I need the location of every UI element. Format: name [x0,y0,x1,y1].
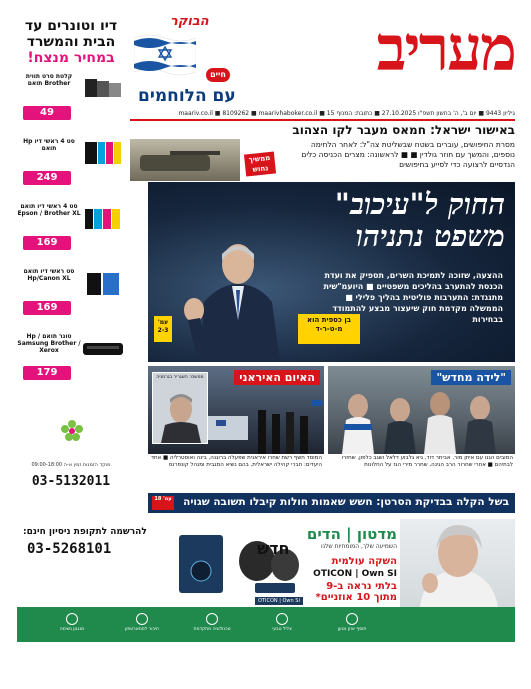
ad-brand[interactable]: מדטון | הדים [306,525,397,543]
ear-icon [346,613,358,625]
product-title: טונר תואם Hp / Samsung Brother / Xerox [17,333,81,354]
ad-claim-line: בלתי נראה ב-9 מתוך 10 אוזניים* [315,581,397,603]
product-price: 169 [23,236,71,250]
strip-headline[interactable]: בשל הקלה בבדיקת הסרטן: חשש שאמות חולות קיבלו תשובה שגויה [183,496,509,508]
ad-headline [17,18,125,66]
main-headline-line-1: החוק ל"עיכוב" [334,187,505,221]
feature-item [327,613,377,632]
product-tile[interactable] [17,199,125,261]
sound-icon [276,613,288,625]
product-tile[interactable] [17,134,125,196]
new-label: חדש [257,539,290,558]
hostages-story-body: המובים הגנו עם איתן מור, אביתר דוד, גיא גלבוע דלאל ושגב כלפון, שחזרו לבתיהם ■ אחרי שחרור הרב הגינה, שחרר מירי הגז על החלונות [341,455,513,468]
ad-woman-photo [400,519,515,607]
hearing-aid-device-icon [177,529,317,599]
main-headline[interactable] [335,188,505,252]
ad-cta-text: להרשמה לתקופת ניסיון חינם: [23,527,147,537]
columnist-byline[interactable]: בן כספית הוא מ-ט-ר-ד [298,314,360,344]
ad-headline-line-3: במחיר מנצח! [27,50,115,66]
maariv-logo[interactable]: מעריב [376,12,515,85]
iran-story-label[interactable]: האיום האיראני [234,370,320,385]
woman-figure [400,519,515,607]
feature-label: טכנולוגיה מתקדמת [193,627,231,632]
ambassador-portrait [152,372,208,444]
product-title: קלטת סרט תווית Brother תואם [25,73,73,87]
feature-label: צליל טבעי [272,627,292,632]
ad-phone-number[interactable]: 03-5132011 [31,474,111,489]
ad-cta-phone[interactable]: 03-5268101 [27,541,112,557]
iran-story-body: המוסד חשף רשת שחרו איראנית שפעלה ברוגנה, בינה ואוסטרליה ■ אחד היעדים: חברי קהילה ישראלית, בהם נשיא המגבית ומנהל קונפרנס [151,455,322,468]
toner-icon [83,333,123,363]
netanyahu-figure [180,240,285,362]
product-tile[interactable] [17,69,125,131]
feature-label: תוסף אוזן נטען [337,627,367,632]
chayim-badge: חיים [206,68,230,82]
flower-logo-icon [57,416,87,446]
page-reference: עמ' 2-3 [154,316,172,342]
portrait-figure [159,391,203,443]
iran-story[interactable] [148,366,324,479]
ad-launch-line: השקה עולמית [331,556,397,567]
top-story-headline[interactable]: באישור ישראל: חמאס מעבר לקו הצהוב [292,123,515,137]
iran-story-photo [148,366,324,454]
feature-item [47,613,97,632]
label-tape-icon [83,73,123,103]
product-tile[interactable] [17,264,125,326]
portrait-caption: ממשכו: השגריר בגרמניה [156,375,204,380]
top-story-photo[interactable] [130,139,240,181]
order-hours: מוקד הזמנות זמין א-ה 09:00-18:00 [31,462,111,468]
feature-item [257,613,307,632]
masthead-slogan: עם הלוחמים [138,86,236,106]
product-title: סט 4 ראשי דיו תואם Epson / Brother XL [17,203,81,217]
product-price: 179 [23,366,71,380]
hostages-story-photo [328,366,515,454]
dateline: גיליון 9443 ■ יום ב', ה' בחשון תשפ"ו 27.10.2025 ■ כתובת: המנוף 15 ■ maariv.co.il ■ 8109262 ■ maarivhaboker.co.il [178,110,515,117]
device-model-label: OTICON | Own SI [255,597,303,605]
ink-cartridge-icon [83,138,123,168]
ad-product-line: OTICON | Own SI [313,569,397,579]
product-title: סט ראשי דיו תואם Hp/Canon XL [23,268,75,282]
chip-icon [206,613,218,625]
product-price: 49 [23,106,71,120]
police-scene-graphic [208,396,324,454]
cancer-test-strip[interactable] [148,493,515,513]
strip-page-reference: עמ' 18 [152,496,174,510]
main-headline-line-2: משפט נתניהו [355,219,505,253]
ad-slogan: השמיעה שלך, המומחיות שלנו [320,543,397,550]
hostages-story[interactable] [328,366,515,479]
feature-item [117,613,167,632]
top-story-stamp: ממשיך נחוש [244,151,276,176]
feature-label: חיבור לסמארטפון [124,627,159,632]
feature-item [187,613,237,632]
main-story-subtitle: ההצעה, שזוכה לתמיכת השרים, תספיק את ועדת הכנסת להתערב בהליכים משפטיים ■ היועמ"שית מתנגדת: התערבות פוליטית בהליך פלילי ■ הממשלה מקדמת חוק שיעצור מבצע להתמודד בבחירות [323,271,503,324]
tank-body-shape [140,155,210,171]
product-title: סט 4 ראשי דיו Hp תואם [23,138,75,152]
hostages-story-label[interactable]: "לידה מחדש" [431,370,511,385]
ink-cartridge-icon [83,203,123,233]
ad-headline-line-1: דיו וטונרים עד [24,18,118,34]
ink-toner-ad[interactable] [17,18,125,503]
main-story[interactable] [148,182,515,362]
phone-icon [136,613,148,625]
feature-label: מנגנון נשימה [59,627,85,632]
hearing-aid-ad[interactable] [17,519,515,642]
battery-icon [66,613,78,625]
boker-label: הבוקר [170,14,209,29]
product-price: 249 [23,171,71,185]
israel-flag-icon [134,32,196,78]
product-price: 169 [23,301,71,315]
ad-headline-line-2: הבית והמשרד [26,34,116,50]
product-tile[interactable] [17,329,125,391]
masthead [130,10,515,115]
top-story[interactable] [130,123,515,180]
ink-cartridge-icon [83,268,123,298]
crowd-scene-graphic [328,384,515,454]
masthead-divider [130,119,515,121]
top-story-body: מסרת החיפושים, עוברים בשטח שבשליטת צה"ל: לאחר הלחימה נוספים, והמשך עם חוזר גולדין ■ ■ לראשונה: מצרים הכניסה כלים הנדסיים לרצועה כדי לסייע בחיפושים [301,140,515,169]
